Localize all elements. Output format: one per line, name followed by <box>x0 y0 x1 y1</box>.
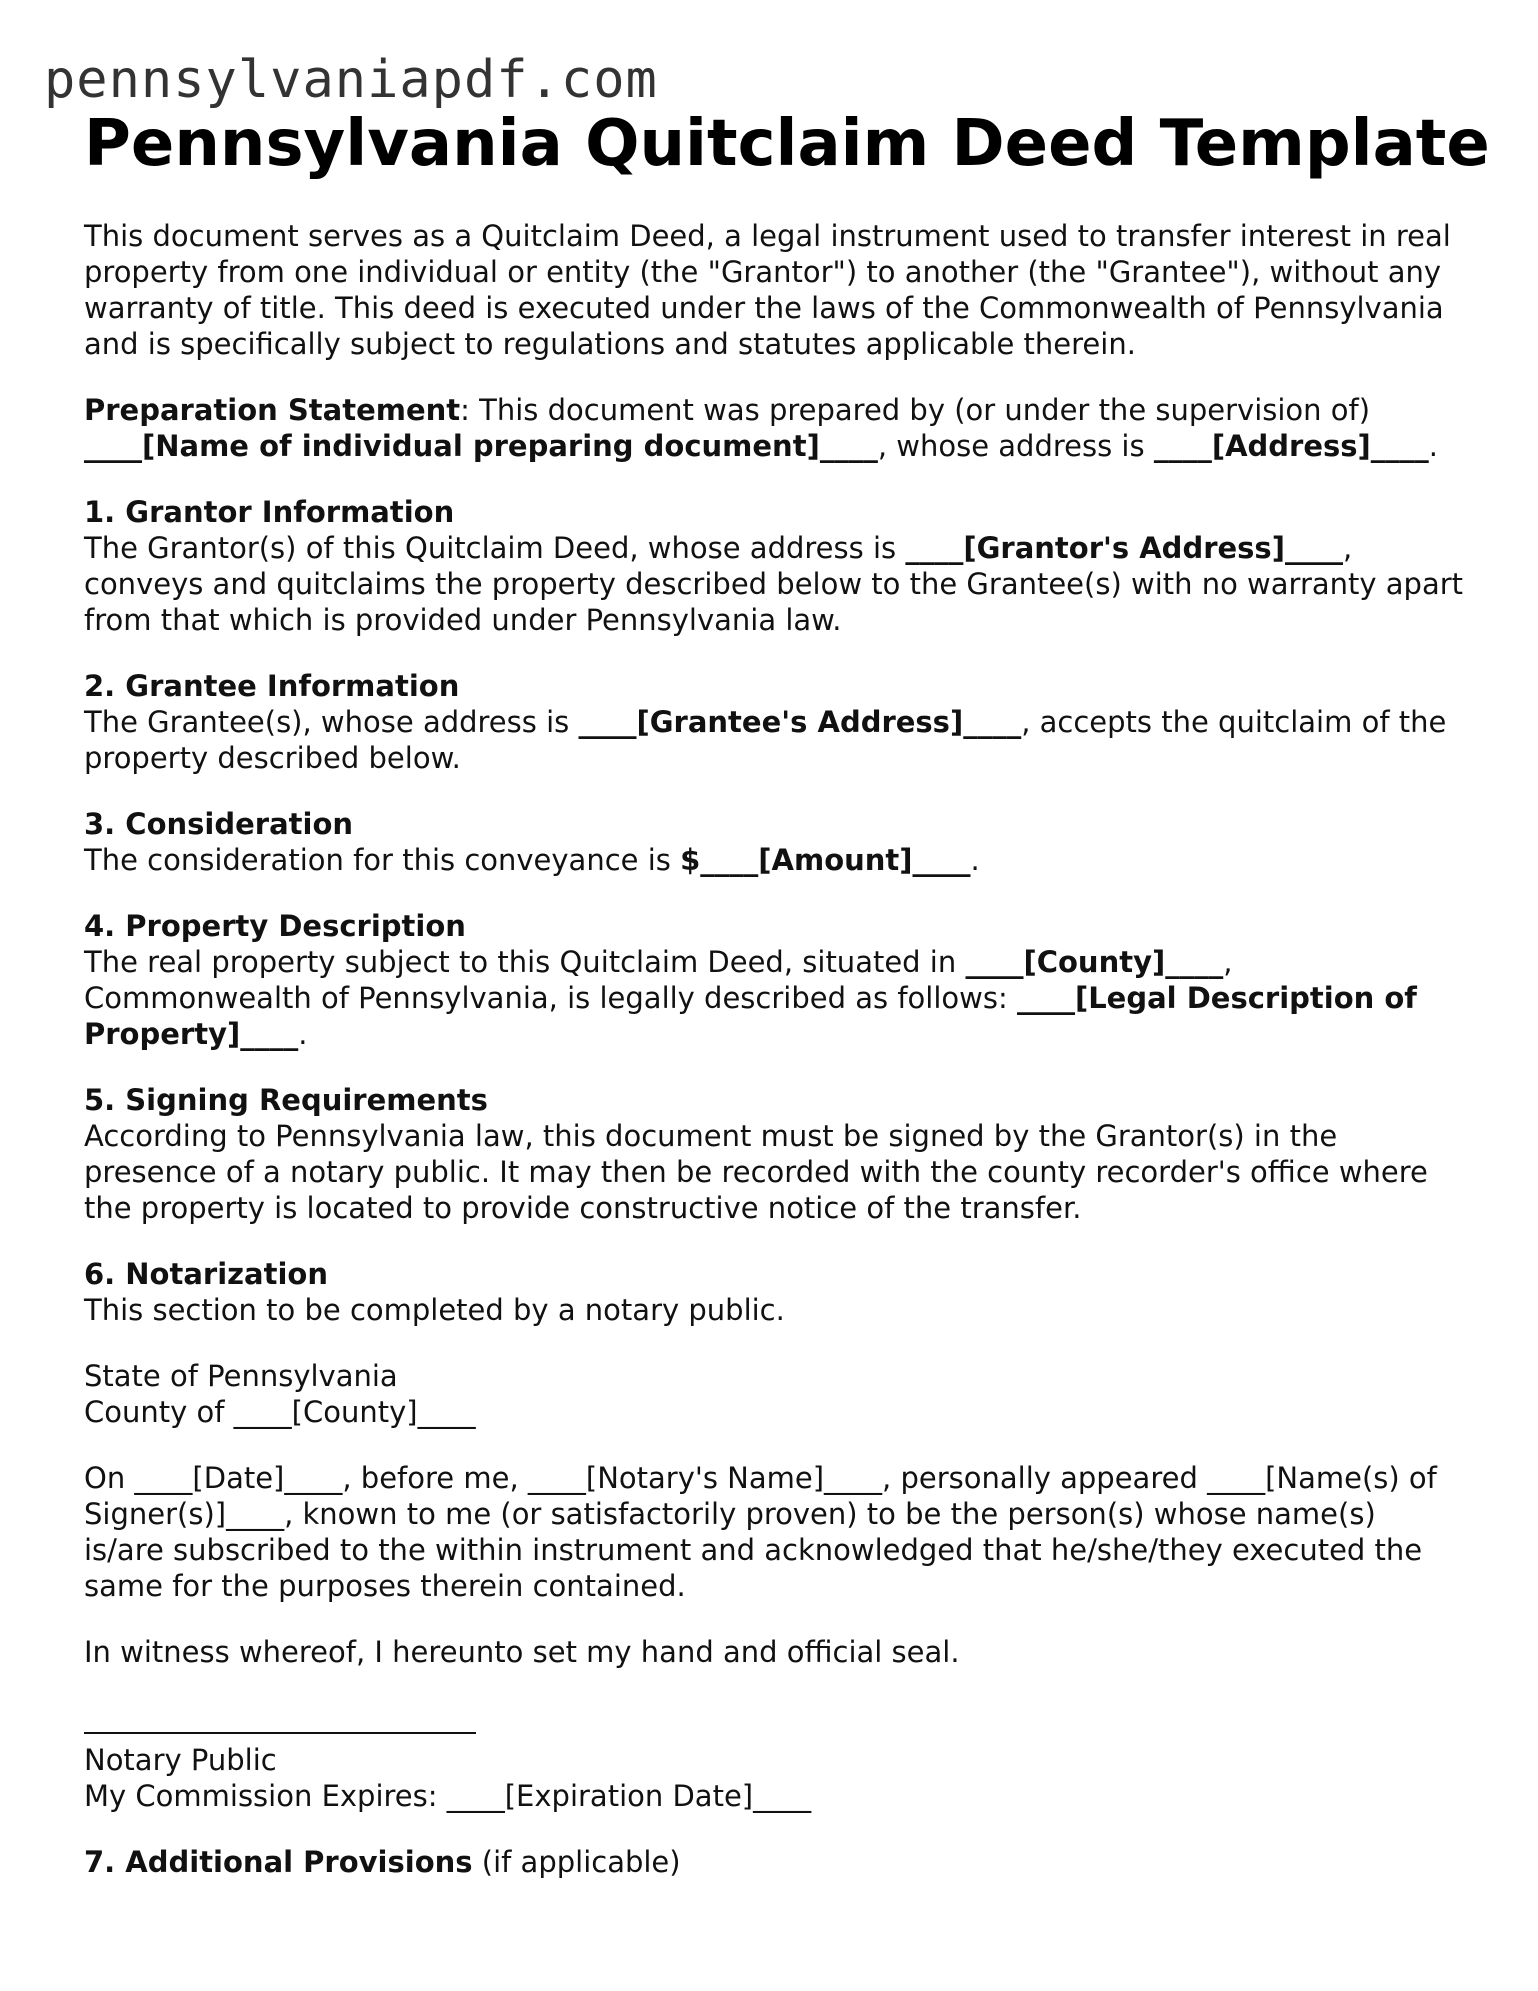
notary-signature-line <box>84 1710 476 1734</box>
amount-field: $____[Amount]____ <box>680 843 971 877</box>
witness-paragraph: In witness whereof, I hereunto set my hand and official seal. <box>84 1635 960 1669</box>
grantor-text-2: , conveys and quitclaims the property described below to the Grantee(s) with no warranty apart from that which is provided under Pennsylvania law. <box>84 531 1464 637</box>
preparation-text-2: , whose address is <box>877 429 1154 463</box>
property-text-1: The real property subject to this Quitclaim Deed, situated in <box>84 945 966 979</box>
signing-section-title: 5. Signing Requirements <box>84 1083 488 1117</box>
preparation-label: Preparation Statement <box>84 393 461 427</box>
state-line: State of Pennsylvania <box>84 1359 398 1393</box>
property-text-2: , Commonwealth of Pennsylvania, is legally described as follows: <box>84 945 1233 1015</box>
acknowledgment-paragraph: On ____[Date]____, before me, ____[Notary's Name]____, personally appeared ____[Name(s) of Signer(s)]____, known to me (or satisfactorily proven) to be the person(s) whose name(s) is/are subscribed to the within instrument and acknowledged that he/she/they executed the same for the purposes therein contained. <box>84 1461 1437 1603</box>
additional-provisions <box>84 1844 1464 1880</box>
consideration-text-1: The consideration for this conveyance is <box>84 843 681 877</box>
notary-signature-block <box>84 1700 1464 1814</box>
grantor-text-1: The Grantor(s) of this Quitclaim Deed, whose address is <box>84 531 906 565</box>
preparation-text-1: : This document was prepared by (or under the supervision of) <box>460 393 1371 427</box>
notary-public-label: Notary Public <box>84 1743 277 1777</box>
additional-provisions-note: (if applicable) <box>472 1845 681 1879</box>
property-section-title: 4. Property Description <box>84 909 466 943</box>
consideration-section-title: 3. Consideration <box>84 807 354 841</box>
additional-provisions-title: 7. Additional Provisions <box>84 1845 473 1879</box>
grantee-text-1: The Grantee(s), whose address is <box>84 705 579 739</box>
property-section <box>84 908 1464 1052</box>
watermark: pennsylvaniapdf.com <box>44 50 658 110</box>
notarization-text: This section to be completed by a notary public. <box>84 1293 785 1327</box>
document-page <box>84 106 1490 1910</box>
grantee-section <box>84 668 1464 776</box>
preparer-address-field: ____[Address]____ <box>1153 429 1429 463</box>
county-line: County of ____[County]____ <box>84 1395 476 1429</box>
grantor-address-field: ____[Grantor's Address]____ <box>905 531 1343 565</box>
grantee-section-title: 2. Grantee Information <box>84 669 460 703</box>
signing-text: According to Pennsylvania law, this document must be signed by the Grantor(s) in the presence of a notary public. It may then be recorded with the county recorder's office where the property is located to provide constructive notice of the transfer. <box>84 1119 1428 1225</box>
consideration-section <box>84 806 1464 878</box>
notary-venue <box>84 1358 1464 1430</box>
property-text-3: . <box>298 1017 308 1051</box>
commission-expires: My Commission Expires: ____[Expiration Date]____ <box>84 1779 812 1813</box>
page-title: Pennsylvania Quitclaim Deed Template <box>84 107 1490 181</box>
intro-paragraph: This document serves as a Quitclaim Deed, a legal instrument used to transfer interest in real property from one individual or entity (the "Grantor") to another (the "Grantee"), without any warranty of title. This deed is executed under the laws of the Commonwealth of Pennsylvania and is specifically subject to regulations and statutes applicable therein. <box>84 219 1451 361</box>
notarization-section <box>84 1256 1464 1328</box>
signing-section <box>84 1082 1464 1226</box>
preparation-statement <box>84 392 1464 464</box>
grantee-address-field: ____[Grantee's Address]____ <box>578 705 1022 739</box>
grantor-section <box>84 494 1464 638</box>
preparer-name-field: ____[Name of individual preparing document]____ <box>84 429 878 463</box>
grantee-text-2: , accepts the quitclaim of the property described below. <box>84 705 1447 775</box>
legal-description-field: ____[Legal Description of Property]____ <box>84 981 1417 1051</box>
notarization-section-title: 6. Notarization <box>84 1257 328 1291</box>
grantor-section-title: 1. Grantor Information <box>84 495 455 529</box>
consideration-text-2: . <box>970 843 980 877</box>
property-county-field: ____[County]____ <box>965 945 1224 979</box>
preparation-text-3: . <box>1428 429 1438 463</box>
